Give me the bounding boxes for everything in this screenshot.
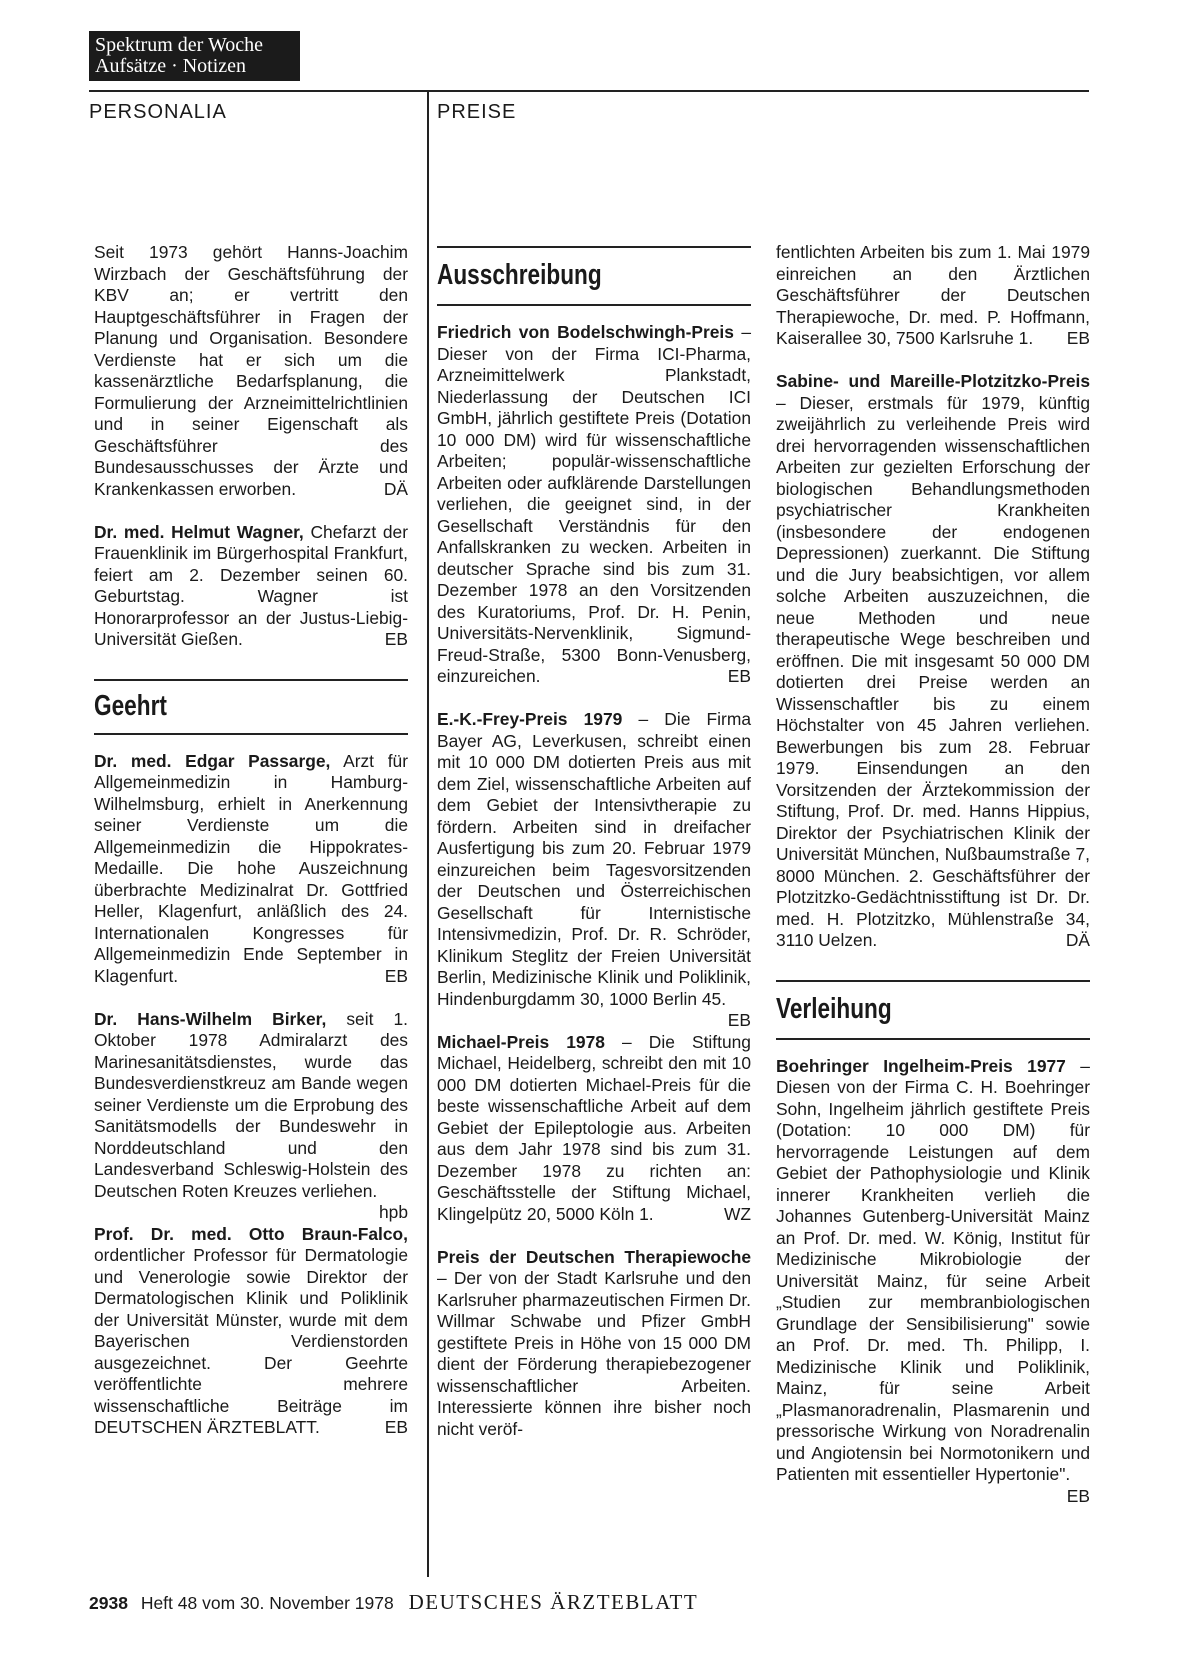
article-wagner: Dr. med. Helmut Wagner, Chefarzt der Frauenklinik im Bürgerhospital Frankfurt, feiert am 2. Dezember seinen 60. Geburtstag. Wagner ist Honorarprofessor an der Justus-Liebig-Universität Gießen. EB <box>94 521 408 649</box>
article-signature: EB <box>727 1010 751 1030</box>
article-signature: EB <box>1066 328 1090 348</box>
article-passarge: Dr. med. Edgar Passarge, Arzt für Allgemeinmedizin in Hamburg-Wilhelmsburg, erhielt in Anerkennung seiner Verdienste um die Allgemeinmedizin die Hippokrates-Medaille. Die hohe Auszeichnung überbrachte Medizinalrat Dr. Gottfried Heller, Klagenfurt, anläßlich des 24. Internationalen Kongresses für Allgemeinmedizin Ende September in Klagenfurt. EB <box>94 750 409 986</box>
issue-info: Heft 48 vom 30. November 1978 <box>140 1593 394 1613</box>
article-signature: hpb <box>378 1202 408 1222</box>
heading-geehrt: Geehrt <box>94 689 167 722</box>
article-signature: EB <box>1066 1485 1090 1506</box>
article-plotzitzko-preis: Sabine- und Mareille-Plotzitzko-Preis – Dieser, erstmals für 1979, künftig zweijährlich zu verleihende Preis wird drei hervorragenden wissenschaftlichen Arbeiten zur gezielten Erforschung der biologischen Behandlungsmethoden psychiatrischer Krankheiten (insbesondere der endogenen Depressionen) zuerkannt. Die Stiftung und die Jury beabsichtigen, vor allem solche Arbeiten auszuzeichnen, die neue Methoden und neue therapeutische Wege beschreiben und eröffnen. Die mit insgesamt 50 000 DM dotierten drei Preise werden an Wissenschaftler bis zu einem Höchstalter von 45 Jahren verliehen. Bewerbungen bis zum 28. Februar 1979. Einsendungen an den Vorsitzenden der Ärztekommission der Stiftung, Prof. Dr. med. Hanns Hippius, Direktor der Psychiatrischen Klinik der Universität München, Nußbaumstraße 7, 8000 München. 2. Geschäftsführer der Plotzitzko-Gedächtnisstiftung ist Dr. Dr. med. H. Plotzitzko, Mühlenstraße 34, 3110 Uelzen. DÄ <box>776 371 1090 950</box>
article-boehringer-preis: Boehringer Ingelheim-Preis 1977 – Diesen von der Firma C. H. Boehringer Sohn, Ingelheim jährlich gestiftete Preis (Dotation: 10 000 DM) für hervorragende Leistungen auf dem Gebiet der Pathophysiologie und Klinik innerer Krankheiten verlieh die Johannes Gutenberg-Universität Mainz an Prof. Dr. med. W. König, Institut für Medizinische Mikrobiologie der Universität Mainz, für seine Arbeit „Studien zur membranbiologischen Grundlage der Sensibilisierung" sowie an Prof. Dr. med. Th. Philipp, I. Medizinische Klinik und Poliklinik, Mainz, für seine Arbeit „Plasmanoradrenalin, Plasmarenin und pressorische Wirkung von Noradrenalin und Angiotensin bei Normotonikern und Patienten mit essentieller Hypertonie". EB <box>776 1055 1090 1506</box>
top-rule <box>89 90 1089 92</box>
article-signature: WZ <box>723 1203 751 1224</box>
header-line-2: Aufsätze · Notizen <box>95 55 247 77</box>
section-header-box <box>89 31 300 81</box>
article-bodelschwingh-preis: Friedrich von Bodelschwingh-Preis – Dieser von der Firma ICI-Pharma, Arzneimittelwerk Plankstadt, Niederlassung der Deutschen ICI GmbH, jährlich gestiftete Preis (Dotation 10 000 DM) wird für wissenschaftliche Arbeiten; populär-wissenschaftliche Arbeiten oder aufklärende Darstellungen verliehen, die geeignet sind, in der Gesellschaft Verständnis für den Anfallskranken zu wecken. Arbeiten in deutscher Sprache sind bis zum 31. Dezember 1978 an den Vorsitzenden des Kuratoriums, Prof. Dr. H. Penin, Universitäts-Nervenklinik, Sigmund-Freud-Straße, 5300 Bonn-Venusberg, einzureichen. EB <box>437 322 751 686</box>
personalia-label: PERSONALIA <box>89 101 227 123</box>
journal-title: DEUTSCHES ÄRZTEBLATT <box>408 1590 699 1614</box>
article-signature: EB <box>384 629 408 649</box>
preise-label: PREISE <box>437 101 517 123</box>
column-divider <box>427 90 429 1577</box>
article-therapiewoche-preis: Preis der Deutschen Therapiewoche – Der von der Stadt Karlsruhe und den Karlsruher pharmazeutischen Firmen Dr. Willmar Schwabe und Pfizer GmbH gestiftete Preis in Höhe von 15 000 DM dient der Förderung therapiebezogener wissenschaftlicher Arbeiten. Interessierte können ihre bisher noch nicht veröf- <box>437 1246 751 1439</box>
article-signature: EB <box>727 666 751 686</box>
article-signature: EB <box>384 965 408 986</box>
column-2 <box>437 246 751 1440</box>
heading-ausschreibung: Ausschreibung <box>437 259 602 291</box>
page-footer <box>89 1590 698 1615</box>
article-braun-falco: Prof. Dr. med. Otto Braun-Falco, ordentlicher Professor für Dermatologie und Venerologie sowie Direktor der Dermatologischen Klinik und Poliklinik der Universität Münster, wurde mit dem Bayerischen Verdienstorden ausgezeichnet. Der Geehrte veröffentlichte mehrere wissenschaftliche Beiträge im DEUTSCHEN ÄRZTEBLATT. EB <box>94 1223 408 1437</box>
article-therapiewoche-continued: fentlichten Arbeiten bis zum 1. Mai 1979 einreichen an den Ärztlichen Geschäftsführer der Deutschen Therapiewoche, Dr. med. P. Hoffmann, Kaiserallee 30, 7500 Karlsruhe 1. EB <box>776 242 1090 348</box>
article-signature: EB <box>384 1417 408 1437</box>
article-frey-preis: E.-K.-Frey-Preis 1979 – Die Firma Bayer AG, Leverkusen, schreibt einen mit 10 000 DM dotierten Preis aus mit dem Ziel, wissenschaftliche Arbeiten auf dem Gebiet der Intensivtherapie zu fördern. Arbeiten sind in dreifacher Ausfertigung bis zum 20. Februar 1979 einzureichen beim Tagesvorsitzenden der Deutschen und Österreichischen Gesellschaft für Internistische Intensivmedizin, Prof. Dr. R. Schröder, Klinikum Steglitz der Freien Universität Berlin, Medizinische Klinik und Poliklinik, Hindenburgdamm 30, 1000 Berlin 45. EB <box>437 709 751 1030</box>
heading-verleihung: Verleihung <box>776 992 892 1025</box>
article-signature: DÄ <box>383 478 408 499</box>
header-line-1: Spektrum der Woche <box>95 34 263 56</box>
article-wirzbach: Seit 1973 gehört Hanns-Joachim Wirzbach der Geschäftsführung der KBV an; er vertritt den Hauptgeschäftsführer in Fragen der Planung und Organisation. Besondere Verdienste hat er sich um die kassenärztliche Bedarfsplanung, die Formulierung der Arzneimittelrichtlinien und in seiner Eigenschaft als Geschäftsführer des Bundesausschusses der Ärzte und Krankenkassen erworben. DÄ <box>94 242 408 499</box>
article-birker: Dr. Hans-Wilhelm Birker, seit 1. Oktober 1978 Admiralarzt des Marinesanitätsdienstes, wurde das Bundesverdienstkreuz am Bande wegen seiner Verdienste um die Erprobung des Sanitätsmodells der Bundeswehr in Norddeutschland und den Landesverband Schleswig-Holstein des Deutschen Roten Kreuzes verliehen. hpb <box>94 1008 408 1222</box>
article-signature: DÄ <box>1065 930 1090 950</box>
page-number: 2938 <box>89 1593 128 1613</box>
column-1 <box>94 242 408 1439</box>
column-3 <box>776 242 1090 1507</box>
article-michael-preis: Michael-Preis 1978 – Die Stiftung Michael, Heidelberg, schreibt den mit 10 000 DM dotierten Michael-Preis für die beste wissenschaftliche Arbeit auf dem Gebiet der Epileptologie aus. Arbeiten aus dem Jahr 1978 sind bis zum 31. Dezember 1978 zu richten an: Geschäftsstelle der Stiftung Michael, Klingelpütz 20, 5000 Köln 1. WZ <box>437 1031 751 1224</box>
